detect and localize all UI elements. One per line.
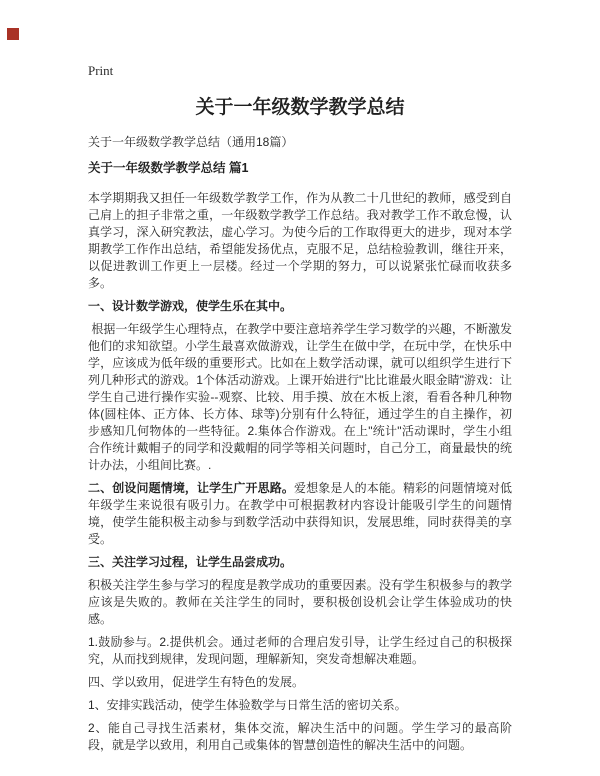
article-section-title: 关于一年级数学教学总结 篇1: [88, 161, 249, 175]
paragraph-practice-item-2: 2、能自己寻找生活素材，集体交流，解决生活中的问题。学生学习的最高阶段，就是学以致用，利用自己或集体的智慧创造性的解决生活中的问题。: [88, 721, 512, 752]
section-heading-1: 一、设计数学游戏，使学生乐在其中。: [88, 299, 293, 313]
paragraph-problem-situations-text: 爱想象是人的本能。精彩的问题情境对低年级学生来说很有吸引力。在教学中可根据教材内容设计能吸引学生的问题情境，使学生能积极主动参与到数学活动中获得知识，发展思维，同时获得美的享受。: [88, 481, 512, 546]
paragraph-participation: 积极关注学生参与学习的程度是教学成功的重要因素。没有学生积极参与的教学应该是失败的。教师在关注学生的同时，要积极创设机会让学生体验成功的快感。: [88, 578, 512, 626]
section-heading-2: 二、创设问题情境，让学生广开思路。: [88, 481, 294, 495]
page-title: 关于一年级数学教学总结: [195, 97, 405, 118]
paragraph-encourage: 1.鼓励参与。2.提供机会。通过老师的合理启发引导，让学生经过自己的积极探究，从而找到规律，发现问题，理解新知，突发奇想解决难题。: [88, 635, 512, 666]
doc-subtitle: 关于一年级数学教学总结（通用18篇）: [88, 135, 294, 149]
paragraph-games: 根据一年级学生心理特点，在教学中要注意培养学生学习数学的兴趣，不断激发他们的求知欲望。小学生最喜欢做游戏，让学生在做中学，在玩中学，在快乐中学，应该成为低年级的重要形式。比如在上数学活动课，就可以组织学生进行下列几种形式的游戏。1个体活动游戏。上课开始进行"比比谁最火眼金睛"游戏：让学生自己进行操作实验--观察、比较、用手摸、放在木板上滚，看看各种几种物体(圆柱体、正方体、长方体、球等)分别有什么特征，通过学生的自主操作，初步感知几何物体的一些特征。2.集体合作游戏。在上"统计"活动课时，学生小组合作统计戴帽子的同学和没戴帽的同学等相关问题时，自己分工，商量最快的统计办法，小组间比赛。.: [88, 322, 512, 472]
paragraph-problem-situations: [88, 480, 512, 548]
red-marker-square: [7, 28, 19, 40]
paragraph-practice-item-1: 1、安排实践活动，使学生体验数学与日常生活的密切关系。: [88, 698, 407, 712]
section-heading-3: 三、关注学习过程，让学生品尝成功。: [88, 555, 293, 569]
print-link[interactable]: Print: [88, 63, 114, 78]
document-body: [88, 96, 512, 760]
section-heading-4: 四、学以致用，促进学生有特色的发展。: [88, 675, 305, 689]
paragraph-intro: 本学期期我又担任一年级数学教学工作，作为从教二十几世纪的教师，感受到自己肩上的担子非常之重，一年级数学教学工作总结。我对教学工作不敢怠慢，认真学习，深入研究教法，虚心学习。为使今后的工作取得更大的进步，现对本学期教学工作作出总结，希望能发扬优点，克服不足，总结检验教训，继往开来，以促进教训工作更上一层楼。经过一个学期的努力，可以说紧张忙碌而收获多多。: [88, 191, 512, 290]
